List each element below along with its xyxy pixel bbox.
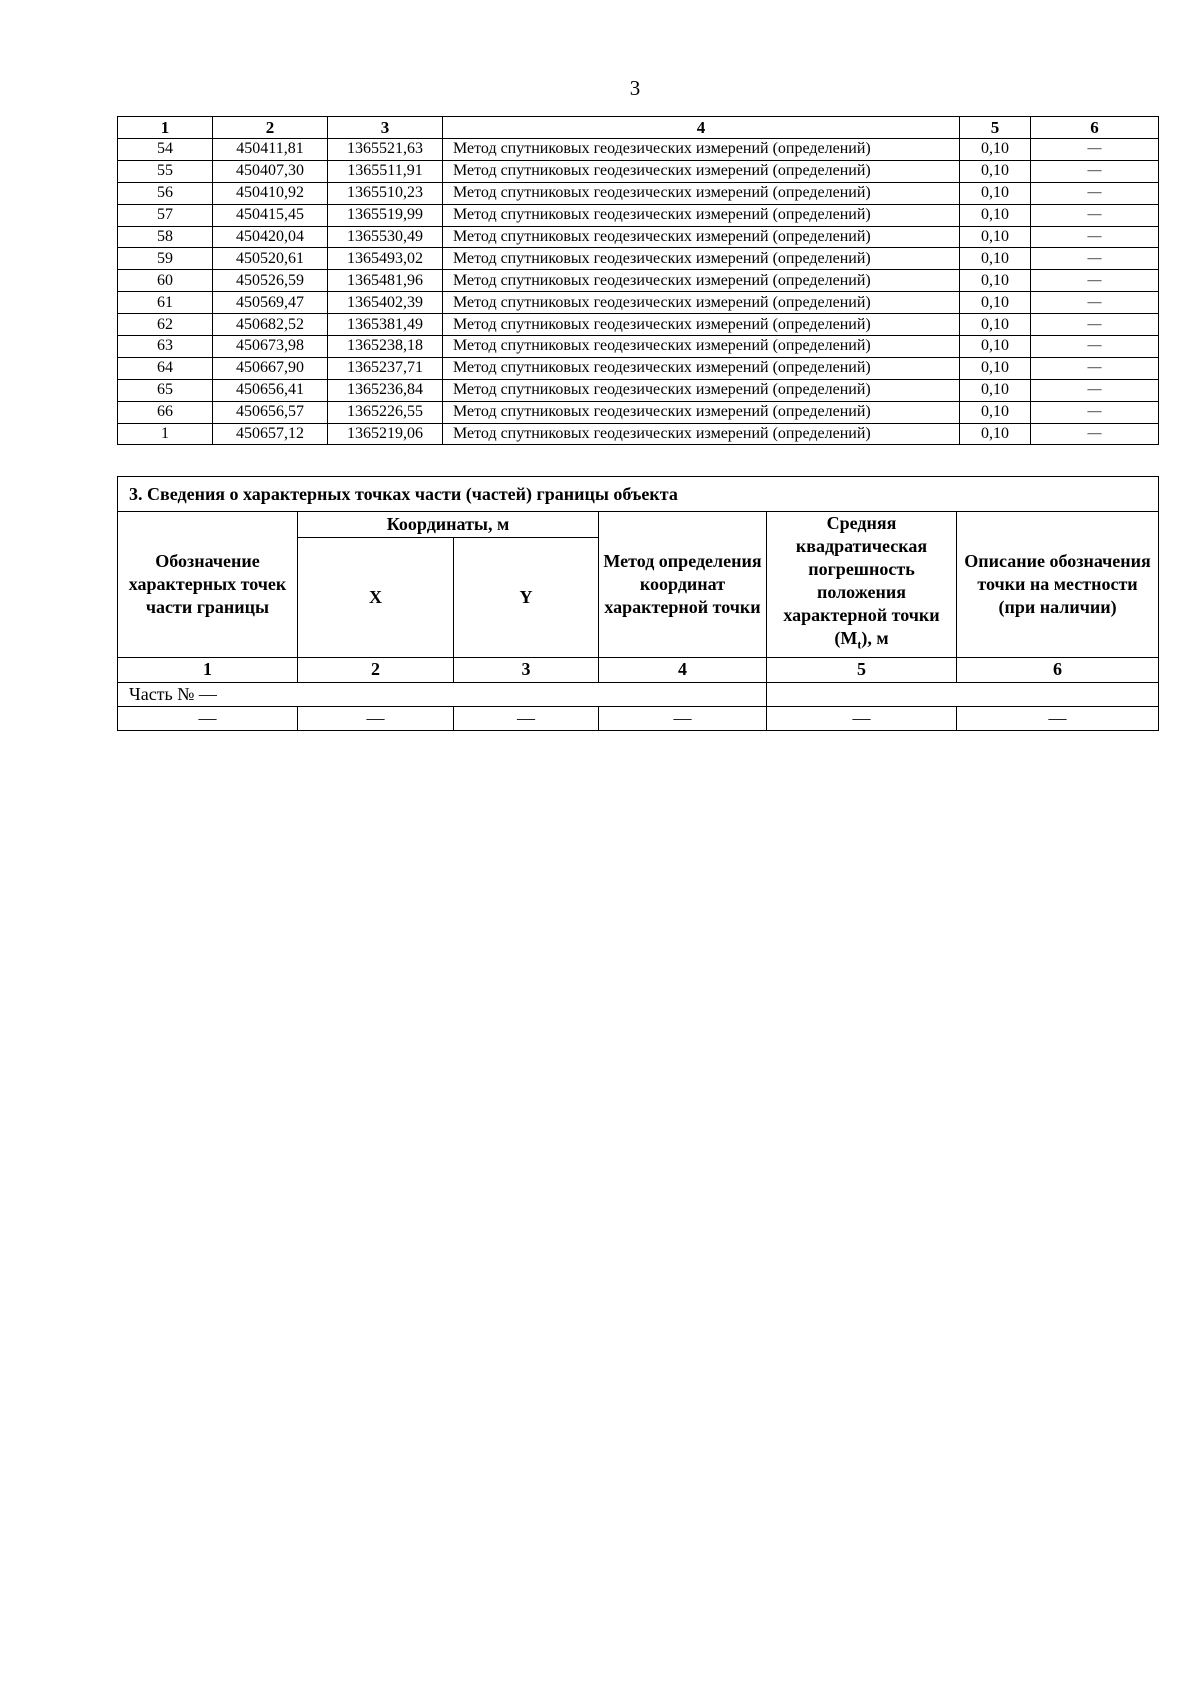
method-cell: Метод спутниковых геодезических измерений (определений) xyxy=(443,270,960,292)
page-number: 3 xyxy=(629,76,641,100)
description-cell: — xyxy=(1031,270,1159,292)
table-cell: — xyxy=(767,706,957,730)
description-header: Описание обозначения точки на местности (при наличии) xyxy=(957,512,1159,658)
x-coordinate-cell: 450657,12 xyxy=(213,423,328,445)
table-row xyxy=(118,423,1159,445)
accuracy-cell: 0,10 xyxy=(960,379,1031,401)
table-row xyxy=(118,204,1159,226)
description-cell: — xyxy=(1031,357,1159,379)
point-number-cell: 61 xyxy=(118,292,213,314)
description-cell: — xyxy=(1031,336,1159,358)
method-cell: Метод спутниковых геодезических измерений (определений) xyxy=(443,314,960,336)
part-boundary-points-table xyxy=(117,476,1159,731)
point-number-cell: 56 xyxy=(118,182,213,204)
method-cell: Метод спутниковых геодезических измерений (определений) xyxy=(443,357,960,379)
accuracy-cell: 0,10 xyxy=(960,139,1031,161)
accuracy-cell: 0,10 xyxy=(960,248,1031,270)
table-row xyxy=(118,379,1159,401)
y-coordinate-cell: 1365226,55 xyxy=(328,401,443,423)
point-number-cell: 64 xyxy=(118,357,213,379)
description-cell: — xyxy=(1031,401,1159,423)
x-coordinate-cell: 450667,90 xyxy=(213,357,328,379)
x-coordinate-cell: 450411,81 xyxy=(213,139,328,161)
point-number-cell: 66 xyxy=(118,401,213,423)
method-cell: Метод спутниковых геодезических измерений (определений) xyxy=(443,248,960,270)
x-coordinate-cell: 450656,41 xyxy=(213,379,328,401)
method-cell: Метод спутниковых геодезических измерений (определений) xyxy=(443,336,960,358)
description-cell: — xyxy=(1031,423,1159,445)
accuracy-cell: 0,10 xyxy=(960,336,1031,358)
y-coordinate-cell: 1365521,63 xyxy=(328,139,443,161)
y-header: Y xyxy=(454,537,599,657)
point-number-cell: 65 xyxy=(118,379,213,401)
x-coordinate-cell: 450526,59 xyxy=(213,270,328,292)
coordinates-header: Координаты, м xyxy=(298,512,599,538)
accuracy-cell: 0,10 xyxy=(960,270,1031,292)
table-row xyxy=(118,160,1159,182)
accuracy-header-tail: ), м xyxy=(861,628,889,648)
accuracy-cell: 0,10 xyxy=(960,314,1031,336)
x-coordinate-cell: 450682,52 xyxy=(213,314,328,336)
accuracy-cell: 0,10 xyxy=(960,160,1031,182)
accuracy-cell: 0,10 xyxy=(960,423,1031,445)
part-empty-cell xyxy=(767,682,1159,706)
section-title: 3. Сведения о характерных точках части (частей) границы объекта xyxy=(118,477,1159,512)
method-cell: Метод спутниковых геодезических измерений (определений) xyxy=(443,423,960,445)
column-header: 4 xyxy=(443,117,960,139)
description-cell: — xyxy=(1031,226,1159,248)
point-number-cell: 55 xyxy=(118,160,213,182)
method-cell: Метод спутниковых геодезических измерений (определений) xyxy=(443,292,960,314)
method-cell: Метод спутниковых геодезических измерений (определений) xyxy=(443,401,960,423)
accuracy-header-text: Средняя квадратическая погрешность положения характерной точки (M xyxy=(783,513,940,648)
table-row xyxy=(118,226,1159,248)
table-row xyxy=(118,401,1159,423)
description-cell: — xyxy=(1031,182,1159,204)
description-cell: — xyxy=(1031,139,1159,161)
x-header: X xyxy=(298,537,454,657)
column-number-row xyxy=(118,657,1159,682)
table-row xyxy=(118,292,1159,314)
x-coordinate-cell: 450407,30 xyxy=(213,160,328,182)
column-header: 5 xyxy=(960,117,1031,139)
table-cell: — xyxy=(454,706,599,730)
x-coordinate-cell: 450656,57 xyxy=(213,401,328,423)
method-cell: Метод спутниковых геодезических измерений (определений) xyxy=(443,204,960,226)
accuracy-header xyxy=(767,512,957,658)
table-row xyxy=(118,182,1159,204)
description-cell: — xyxy=(1031,248,1159,270)
point-number-cell: 57 xyxy=(118,204,213,226)
accuracy-cell: 0,10 xyxy=(960,204,1031,226)
method-cell: Метод спутниковых геодезических измерений (определений) xyxy=(443,139,960,161)
point-number-cell: 62 xyxy=(118,314,213,336)
column-number: 1 xyxy=(118,657,298,682)
point-number-cell: 59 xyxy=(118,248,213,270)
table-row xyxy=(118,270,1159,292)
x-coordinate-cell: 450420,04 xyxy=(213,226,328,248)
point-number-cell: 54 xyxy=(118,139,213,161)
table-row xyxy=(118,139,1159,161)
x-coordinate-cell: 450673,98 xyxy=(213,336,328,358)
description-cell: — xyxy=(1031,160,1159,182)
y-coordinate-cell: 1365236,84 xyxy=(328,379,443,401)
accuracy-cell: 0,10 xyxy=(960,401,1031,423)
column-header: 1 xyxy=(118,117,213,139)
method-header: Метод определения координат характерной точки xyxy=(599,512,767,658)
y-coordinate-cell: 1365237,71 xyxy=(328,357,443,379)
accuracy-header-subscript: t xyxy=(857,637,862,652)
column-header: 3 xyxy=(328,117,443,139)
method-cell: Метод спутниковых геодезических измерений (определений) xyxy=(443,182,960,204)
method-cell: Метод спутниковых геодезических измерений (определений) xyxy=(443,226,960,248)
x-coordinate-cell: 450410,92 xyxy=(213,182,328,204)
y-coordinate-cell: 1365238,18 xyxy=(328,336,443,358)
column-number: 6 xyxy=(957,657,1159,682)
method-cell: Метод спутниковых геодезических измерений (определений) xyxy=(443,160,960,182)
part-row xyxy=(118,682,1159,706)
table-cell: — xyxy=(599,706,767,730)
method-cell: Метод спутниковых геодезических измерений (определений) xyxy=(443,379,960,401)
column-number: 5 xyxy=(767,657,957,682)
table-row xyxy=(118,706,1159,730)
table-row xyxy=(118,248,1159,270)
description-cell: — xyxy=(1031,292,1159,314)
y-coordinate-cell: 1365493,02 xyxy=(328,248,443,270)
y-coordinate-cell: 1365402,39 xyxy=(328,292,443,314)
point-number-cell: 58 xyxy=(118,226,213,248)
part-label: Часть № — xyxy=(118,682,767,706)
table-row xyxy=(118,357,1159,379)
column-header: 2 xyxy=(213,117,328,139)
y-coordinate-cell: 1365510,23 xyxy=(328,182,443,204)
description-cell: — xyxy=(1031,314,1159,336)
y-coordinate-cell: 1365219,06 xyxy=(328,423,443,445)
y-coordinate-cell: 1365381,49 xyxy=(328,314,443,336)
table-cell: — xyxy=(298,706,454,730)
y-coordinate-cell: 1365530,49 xyxy=(328,226,443,248)
y-coordinate-cell: 1365519,99 xyxy=(328,204,443,226)
accuracy-cell: 0,10 xyxy=(960,357,1031,379)
x-coordinate-cell: 450415,45 xyxy=(213,204,328,226)
point-number-cell: 1 xyxy=(118,423,213,445)
accuracy-cell: 0,10 xyxy=(960,226,1031,248)
y-coordinate-cell: 1365511,91 xyxy=(328,160,443,182)
column-number: 3 xyxy=(454,657,599,682)
table-cell: — xyxy=(118,706,298,730)
column-header: 6 xyxy=(1031,117,1159,139)
x-coordinate-cell: 450520,61 xyxy=(213,248,328,270)
accuracy-cell: 0,10 xyxy=(960,182,1031,204)
column-number: 2 xyxy=(298,657,454,682)
y-coordinate-cell: 1365481,96 xyxy=(328,270,443,292)
point-number-cell: 63 xyxy=(118,336,213,358)
table-header-row xyxy=(118,117,1159,139)
accuracy-cell: 0,10 xyxy=(960,292,1031,314)
boundary-points-table xyxy=(117,116,1159,445)
table-row xyxy=(118,314,1159,336)
point-number-cell: 60 xyxy=(118,270,213,292)
point-designation-header: Обозначение характерных точек части границы xyxy=(118,512,298,658)
x-coordinate-cell: 450569,47 xyxy=(213,292,328,314)
description-cell: — xyxy=(1031,379,1159,401)
table-row xyxy=(118,336,1159,358)
table-cell: — xyxy=(957,706,1159,730)
column-number: 4 xyxy=(599,657,767,682)
description-cell: — xyxy=(1031,204,1159,226)
